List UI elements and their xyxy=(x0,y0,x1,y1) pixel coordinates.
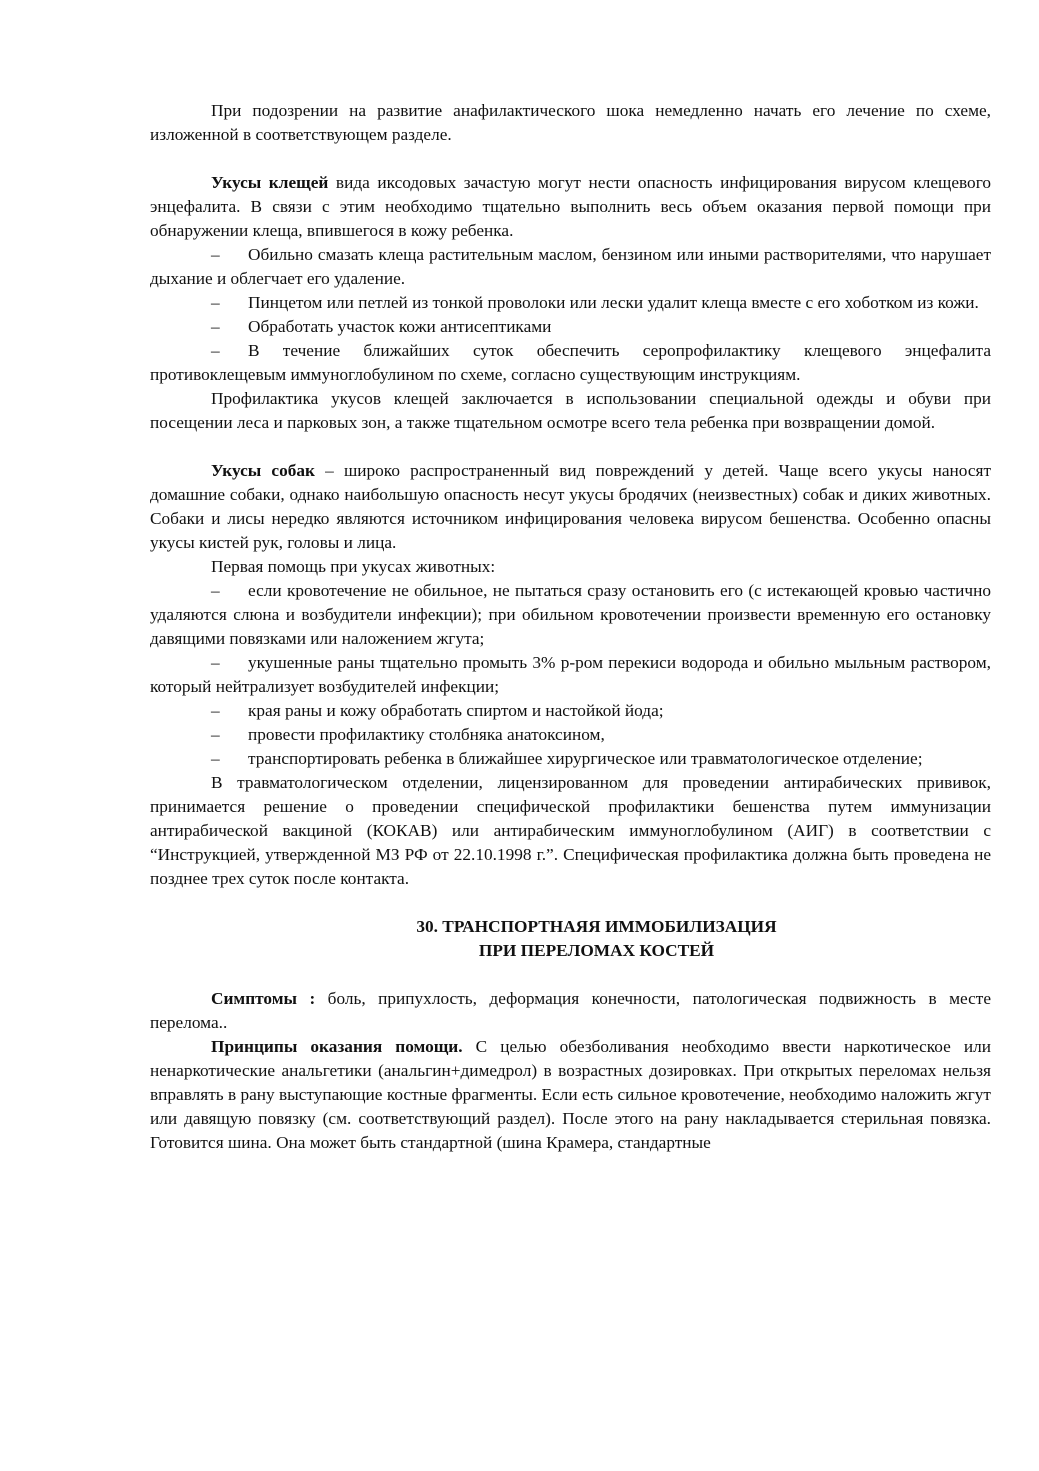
list-item: – Обработать участок кожи антисептиками xyxy=(150,315,991,339)
dash-marker: – xyxy=(211,317,220,336)
text-dog-bites: – широко распространенный вид повреждений у детей. Чаще всего укусы наносят домашние собаки, однако наибольшую опасность несут укусы бродячих (неизвестных) собак и диких животных. Собаки и лисы нередко являются источником инфицирования человека вирусом бешенства. Особенно опасны укусы кистей рук, головы и лица. xyxy=(150,461,991,552)
paragraph-first-aid-intro: Первая помощь при укусах животных: xyxy=(211,557,496,576)
term-tick-bites: Укусы клещей xyxy=(211,173,329,192)
document-page xyxy=(150,99,991,1155)
dash-marker: – xyxy=(211,701,220,720)
text-symptoms: боль, припухлость, деформация конечности, патологическая подвижность в месте перелома.. xyxy=(150,989,992,1032)
paragraph-rabies-prophylaxis: В травматологическом отделении, лицензированном для проведении антирабических прививок, принимается решение о проведении специфической профилактики бешенства путем иммунизации антирабической вакциной (КОКАВ) или антирабическим иммуноглобулином (АИГ) в соответствии с “Инструкцией, утвержденной МЗ РФ от 22.10.1998 г.”. Специфическая профилактика должна быть проведена не позднее трех суток после контакта. xyxy=(150,773,991,888)
spacer xyxy=(150,147,991,171)
list-item: – Пинцетом или петлей из тонкой проволоки или лески удалит клеща вместе с его хоботком из кожи. xyxy=(150,291,991,315)
paragraph-principles xyxy=(150,1035,991,1155)
paragraph-anaphylaxis: При подозрении на развитие анафилактического шока немедленно начать его лечение по схеме, изложенной в соответствующем разделе. xyxy=(150,101,991,144)
paragraph-dog-bites xyxy=(150,459,991,555)
list-item: – укушенные раны тщательно промыть 3% р-ром перекиси водорода и обильно мыльным раствором, который нейтрализует возбудителей инфекции; xyxy=(150,653,991,696)
paragraph-tick-bites xyxy=(150,171,991,243)
paragraph-tick-prevention: Профилактика укусов клещей заключается в использовании специальной одежды и обуви при посещении леса и парковых зон, а также тщательном осмотре всего тела ребенка при возвращении домой. xyxy=(150,389,991,432)
dash-marker: – xyxy=(211,293,220,312)
dash-marker: – xyxy=(211,725,220,744)
list-item: – транспортировать ребенка в ближайшее хирургическое или травматологическое отделение; xyxy=(150,747,991,771)
dash-marker: – xyxy=(211,581,220,600)
spacer xyxy=(150,891,991,915)
text-tick-bites: вида иксодовых зачастую могут нести опасность инфицирования вирусом клещевого энцефалита. В связи с этим необходимо тщательно выполнить весь объем оказания первой помощи при обнаружении клеща, впившегося в кожу ребенка. xyxy=(150,173,991,240)
dash-marker: – xyxy=(211,749,220,768)
list-item: – провести профилактику столбняка анатоксином, xyxy=(150,723,991,747)
spacer xyxy=(150,435,991,459)
dash-marker: – xyxy=(211,653,220,672)
list-item: – если кровотечение не обильное, не пытаться сразу остановить его (с истекающей кровью частично удаляются слюна и возбудители инфекции); при обильном кровотечении произвести временную его остановку давящими повязками или наложением жгута; xyxy=(150,581,991,648)
term-symptoms: Симптомы : xyxy=(211,989,316,1008)
dash-marker: – xyxy=(211,341,220,360)
list-item: – края раны и кожу обработать спиртом и настойкой йода; xyxy=(150,699,991,723)
spacer xyxy=(150,963,991,987)
text-principles: С целью обезболивания необходимо ввести наркотическое или ненаркотические анальгетики (анальгин+димедрол) в возрастных дозировках. При открытых переломах нельзя вправлять в рану выступающие костные фрагменты. Если есть сильное кровотечение, необходимо наложить жгут или давящую повязку (см. соответствующий раздел). После этого на рану накладывается стерильная повязка. Готовится шина. Она может быть стандартной (шина Крамера, стандартные xyxy=(150,1037,991,1152)
list-item: – Обильно смазать клеща растительным маслом, бензином или иными растворителями, что нарушает дыхание и облегчает его удаление. xyxy=(150,245,991,288)
section-heading-line1: 30. ТРАНСПОРТНАЯЯ ИММОБИЛИЗАЦИЯ xyxy=(416,917,777,936)
term-principles: Принципы оказания помощи. xyxy=(211,1037,463,1056)
paragraph-symptoms xyxy=(150,987,991,1035)
dash-marker: – xyxy=(211,245,220,264)
term-dog-bites: Укусы собак xyxy=(211,461,315,480)
section-heading-line2: ПРИ ПЕРЕЛОМАХ КОСТЕЙ xyxy=(478,941,715,960)
list-item: – В течение ближайших суток обеспечить серопрофилактику клещевого энцефалита противоклещевым иммуноглобулином по схеме, согласно существующим инструкциям. xyxy=(150,341,991,384)
